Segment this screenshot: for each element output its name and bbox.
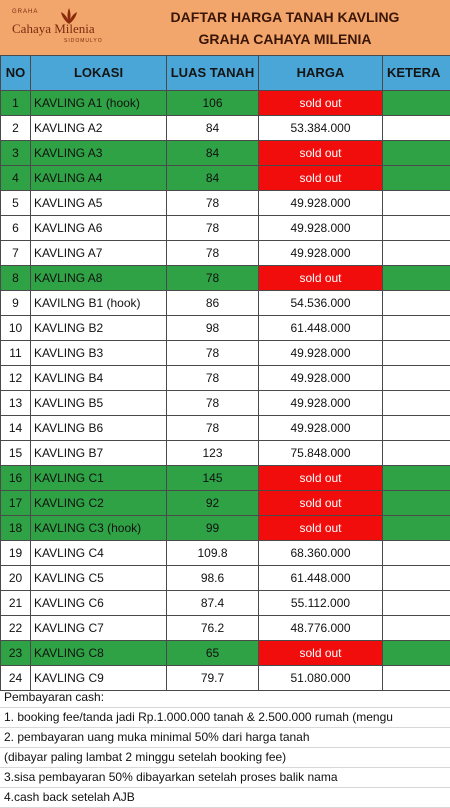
cell-luas: 106 bbox=[167, 91, 259, 116]
table-row bbox=[1, 466, 450, 491]
cell-no: 12 bbox=[1, 366, 31, 391]
cell-keterangan bbox=[383, 366, 450, 391]
cell-lokasi: KAVLING A5 bbox=[31, 191, 167, 216]
col-header-harga: HARGA bbox=[259, 56, 383, 91]
cell-luas: 98.6 bbox=[167, 566, 259, 591]
cell-luas: 79.7 bbox=[167, 666, 259, 691]
cell-no: 22 bbox=[1, 616, 31, 641]
table-body bbox=[1, 91, 450, 691]
cell-harga: 49.928.000 bbox=[259, 416, 383, 441]
table-row bbox=[1, 491, 450, 516]
cell-no: 24 bbox=[1, 666, 31, 691]
cell-no: 4 bbox=[1, 166, 31, 191]
cell-keterangan bbox=[383, 541, 450, 566]
cell-keterangan bbox=[383, 616, 450, 641]
cell-lokasi: KAVLING B4 bbox=[31, 366, 167, 391]
cell-keterangan bbox=[383, 91, 450, 116]
table-row bbox=[1, 366, 450, 391]
cell-keterangan bbox=[383, 491, 450, 516]
cell-keterangan bbox=[383, 641, 450, 666]
cell-harga: sold out bbox=[259, 491, 383, 516]
cell-keterangan bbox=[383, 466, 450, 491]
cell-lokasi: KAVLING C9 bbox=[31, 666, 167, 691]
note-text: 2. pembayaran uang muka minimal 50% dari harga tanah bbox=[4, 730, 310, 744]
cell-keterangan bbox=[383, 291, 450, 316]
logo-top-text: GRAHA bbox=[12, 9, 38, 15]
table-row bbox=[1, 616, 450, 641]
cell-lokasi: KAVLING C5 bbox=[31, 566, 167, 591]
cell-keterangan bbox=[383, 316, 450, 341]
logo-name: Cahaya Milenia bbox=[12, 21, 95, 37]
cell-no: 1 bbox=[1, 91, 31, 116]
cell-luas: 78 bbox=[167, 391, 259, 416]
cell-no: 5 bbox=[1, 191, 31, 216]
note-line bbox=[0, 728, 450, 748]
cell-no: 21 bbox=[1, 591, 31, 616]
table-row bbox=[1, 341, 450, 366]
table-row bbox=[1, 541, 450, 566]
cell-luas: 92 bbox=[167, 491, 259, 516]
cell-harga: 61.448.000 bbox=[259, 566, 383, 591]
cell-luas: 65 bbox=[167, 641, 259, 666]
note-text: 1. booking fee/tanda jadi Rp.1.000.000 tanah & 2.500.000 rumah (mengu bbox=[4, 710, 393, 724]
note-line bbox=[0, 688, 450, 708]
cell-lokasi: KAVLING C1 bbox=[31, 466, 167, 491]
col-header-lokasi: LOKASI bbox=[31, 56, 167, 91]
table-row bbox=[1, 116, 450, 141]
cell-harga: sold out bbox=[259, 166, 383, 191]
cell-keterangan bbox=[383, 191, 450, 216]
note-line bbox=[0, 748, 450, 768]
cell-no: 11 bbox=[1, 341, 31, 366]
cell-lokasi: KAVLING A4 bbox=[31, 166, 167, 191]
cell-no: 17 bbox=[1, 491, 31, 516]
cell-lokasi: KAVLING A2 bbox=[31, 116, 167, 141]
cell-keterangan bbox=[383, 341, 450, 366]
cell-harga: sold out bbox=[259, 91, 383, 116]
cell-lokasi: KAVLING B5 bbox=[31, 391, 167, 416]
cell-harga: 53.384.000 bbox=[259, 116, 383, 141]
cell-lokasi: KAVLING C4 bbox=[31, 541, 167, 566]
table-row bbox=[1, 441, 450, 466]
table-row bbox=[1, 291, 450, 316]
cell-luas: 78 bbox=[167, 266, 259, 291]
table-row bbox=[1, 216, 450, 241]
table-row bbox=[1, 141, 450, 166]
cell-lokasi: KAVLING A3 bbox=[31, 141, 167, 166]
cell-lokasi: KAVLING A1 (hook) bbox=[31, 91, 167, 116]
cell-lokasi: KAVLING B7 bbox=[31, 441, 167, 466]
cell-no: 14 bbox=[1, 416, 31, 441]
cell-no: 9 bbox=[1, 291, 31, 316]
note-line bbox=[0, 788, 450, 808]
table-row bbox=[1, 516, 450, 541]
cell-no: 13 bbox=[1, 391, 31, 416]
cell-keterangan bbox=[383, 591, 450, 616]
cell-no: 18 bbox=[1, 516, 31, 541]
cell-harga: 49.928.000 bbox=[259, 391, 383, 416]
cell-keterangan bbox=[383, 516, 450, 541]
cell-keterangan bbox=[383, 441, 450, 466]
cell-luas: 78 bbox=[167, 241, 259, 266]
cell-keterangan bbox=[383, 666, 450, 691]
cell-keterangan bbox=[383, 216, 450, 241]
cell-luas: 76.2 bbox=[167, 616, 259, 641]
cell-luas: 78 bbox=[167, 216, 259, 241]
cell-harga: 49.928.000 bbox=[259, 341, 383, 366]
cell-keterangan bbox=[383, 391, 450, 416]
cell-no: 2 bbox=[1, 116, 31, 141]
cell-no: 23 bbox=[1, 641, 31, 666]
note-text: Pembayaran cash: bbox=[4, 690, 104, 704]
table-row bbox=[1, 266, 450, 291]
cell-no: 3 bbox=[1, 141, 31, 166]
cell-luas: 123 bbox=[167, 441, 259, 466]
cell-keterangan bbox=[383, 166, 450, 191]
table-row bbox=[1, 591, 450, 616]
table-header-row bbox=[1, 56, 450, 91]
cell-no: 6 bbox=[1, 216, 31, 241]
table-row bbox=[1, 316, 450, 341]
cell-keterangan bbox=[383, 566, 450, 591]
cell-lokasi: KAVLING C8 bbox=[31, 641, 167, 666]
cell-harga: 61.448.000 bbox=[259, 316, 383, 341]
cell-harga: 51.080.000 bbox=[259, 666, 383, 691]
cell-luas: 78 bbox=[167, 416, 259, 441]
table-row bbox=[1, 641, 450, 666]
cell-luas: 78 bbox=[167, 341, 259, 366]
table-row bbox=[1, 191, 450, 216]
table-row bbox=[1, 666, 450, 691]
col-header-luas: LUAS TANAH bbox=[167, 56, 259, 91]
cell-luas: 78 bbox=[167, 366, 259, 391]
page-title: DAFTAR HARGA TANAH KAVLING bbox=[120, 9, 450, 25]
cell-harga: 48.776.000 bbox=[259, 616, 383, 641]
cell-lokasi: KAVILNG B1 (hook) bbox=[31, 291, 167, 316]
cell-no: 15 bbox=[1, 441, 31, 466]
logo bbox=[6, 5, 121, 49]
cell-luas: 87.4 bbox=[167, 591, 259, 616]
cell-lokasi: KAVLING B2 bbox=[31, 316, 167, 341]
table-row bbox=[1, 91, 450, 116]
cell-lokasi: KAVLING C2 bbox=[31, 491, 167, 516]
cell-harga: 49.928.000 bbox=[259, 366, 383, 391]
header bbox=[0, 0, 450, 55]
cell-harga: 68.360.000 bbox=[259, 541, 383, 566]
logo-sub-text: SIDOMULYO bbox=[64, 38, 103, 44]
note-text: (dibayar paling lambat 2 minggu setelah booking fee) bbox=[4, 750, 286, 764]
cell-luas: 99 bbox=[167, 516, 259, 541]
cell-no: 7 bbox=[1, 241, 31, 266]
cell-no: 20 bbox=[1, 566, 31, 591]
col-header-keterangan: KETERA bbox=[383, 56, 450, 91]
page-subtitle: GRAHA CAHAYA MILENIA bbox=[120, 31, 450, 47]
cell-keterangan bbox=[383, 416, 450, 441]
cell-harga: 49.928.000 bbox=[259, 216, 383, 241]
cell-keterangan bbox=[383, 116, 450, 141]
cell-lokasi: KAVLING A6 bbox=[31, 216, 167, 241]
cell-harga: 75.848.000 bbox=[259, 441, 383, 466]
cell-harga: 49.928.000 bbox=[259, 241, 383, 266]
note-text: 4.cash back setelah AJB bbox=[4, 790, 135, 804]
cell-no: 19 bbox=[1, 541, 31, 566]
cell-luas: 109.8 bbox=[167, 541, 259, 566]
cell-harga: 54.536.000 bbox=[259, 291, 383, 316]
cell-luas: 84 bbox=[167, 166, 259, 191]
cell-harga: sold out bbox=[259, 516, 383, 541]
note-line bbox=[0, 768, 450, 788]
table-row bbox=[1, 241, 450, 266]
cell-lokasi: KAVLING C3 (hook) bbox=[31, 516, 167, 541]
cell-luas: 84 bbox=[167, 116, 259, 141]
cell-harga: 55.112.000 bbox=[259, 591, 383, 616]
cell-no: 8 bbox=[1, 266, 31, 291]
cell-luas: 98 bbox=[167, 316, 259, 341]
cell-no: 16 bbox=[1, 466, 31, 491]
cell-lokasi: KAVLING B6 bbox=[31, 416, 167, 441]
cell-harga: 49.928.000 bbox=[259, 191, 383, 216]
table-row bbox=[1, 566, 450, 591]
cell-lokasi: KAVLING C6 bbox=[31, 591, 167, 616]
cell-keterangan bbox=[383, 241, 450, 266]
cell-harga: sold out bbox=[259, 641, 383, 666]
note-text: 3.sisa pembayaran 50% dibayarkan setelah proses balik nama bbox=[4, 770, 338, 784]
cell-lokasi: KAVLING C7 bbox=[31, 616, 167, 641]
cell-no: 10 bbox=[1, 316, 31, 341]
cell-lokasi: KAVLING A8 bbox=[31, 266, 167, 291]
cell-luas: 84 bbox=[167, 141, 259, 166]
cell-lokasi: KAVLING A7 bbox=[31, 241, 167, 266]
table-row bbox=[1, 166, 450, 191]
cell-keterangan bbox=[383, 266, 450, 291]
cell-luas: 86 bbox=[167, 291, 259, 316]
payment-notes bbox=[0, 688, 450, 808]
col-header-no: NO bbox=[1, 56, 31, 91]
cell-harga: sold out bbox=[259, 266, 383, 291]
cell-luas: 78 bbox=[167, 191, 259, 216]
table-row bbox=[1, 416, 450, 441]
cell-harga: sold out bbox=[259, 466, 383, 491]
cell-harga: sold out bbox=[259, 141, 383, 166]
cell-luas: 145 bbox=[167, 466, 259, 491]
note-line bbox=[0, 708, 450, 728]
table-row bbox=[1, 391, 450, 416]
cell-keterangan bbox=[383, 141, 450, 166]
price-table bbox=[0, 55, 450, 691]
cell-lokasi: KAVLING B3 bbox=[31, 341, 167, 366]
